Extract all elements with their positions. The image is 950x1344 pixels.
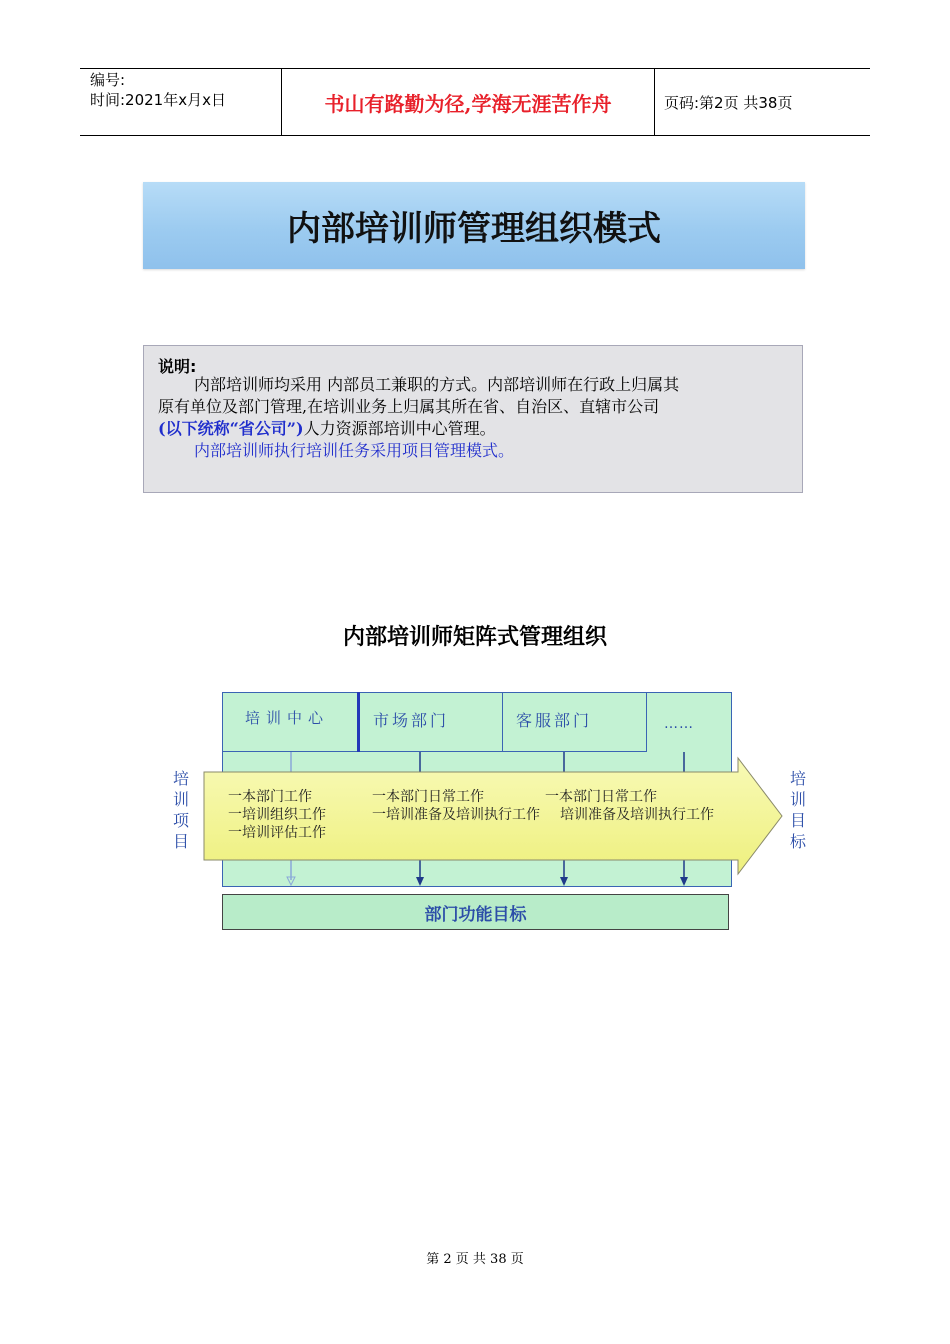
label-char: 项 (172, 811, 189, 830)
page-indicator: 页码:第2页 共38页 (664, 94, 793, 112)
arrowhead-icon (416, 877, 424, 886)
label-char: 标 (789, 832, 806, 851)
arrow-text: 一培训评估工作 (228, 825, 326, 841)
dept-label: 客服部门 (516, 711, 593, 730)
arrow-text: 一本部门日常工作 (372, 789, 484, 805)
arrow-text: 一本部门工作 (228, 789, 312, 805)
note-line-blue: 内部培训师执行培训任务采用项目管理模式。 (194, 441, 515, 460)
note-line: 原有单位及部门管理,在培训业务上归属其所在省、自治区、直辖市公司 (158, 397, 660, 416)
department-goal-box: 部门功能目标 (222, 894, 729, 930)
label-char: 目 (789, 811, 806, 830)
diagram-title: 内部培训师矩阵式管理组织 (342, 625, 607, 650)
label-char: 训 (172, 790, 189, 809)
note-line-rest: 人力资源部培训中心管理。 (303, 419, 496, 438)
arrow-text: 一培训准备及培训执行工作 (372, 807, 540, 823)
label-char: 培 (789, 769, 806, 788)
arrow-text: 培训准备及培训执行工作 (560, 807, 714, 823)
arrowhead-icon (560, 877, 568, 886)
dept-label: 市场部门 (373, 711, 450, 730)
dept-label: 培训中心 (245, 709, 330, 727)
page-footer: 第 2 页 共 38 页 (426, 1252, 524, 1267)
document-number: 编号: (90, 71, 126, 89)
arrow-text: 一本部门日常工作 (545, 789, 657, 805)
note-heading: 说明: (158, 357, 197, 376)
note-line: 内部培训师均采用 内部员工兼职的方式。内部培训师在行政上归属其 (194, 375, 680, 394)
header-motto: 书山有路勤为径,学海无涯苦作舟 (324, 91, 612, 116)
arrowhead-icon (680, 877, 688, 886)
left-label (172, 768, 190, 852)
note-highlight: (以下统称“省公司”) (158, 419, 304, 438)
label-char: 训 (789, 790, 806, 809)
right-label (789, 768, 807, 852)
label-char: 培 (172, 769, 189, 788)
arrow-text: 一培训组织工作 (228, 807, 326, 823)
label-char: 目 (172, 832, 189, 851)
page-title: 内部培训师管理组织模式 (143, 182, 805, 269)
dept-label: …… (664, 716, 694, 732)
document-time: 时间:2021年x月x日 (90, 91, 226, 109)
